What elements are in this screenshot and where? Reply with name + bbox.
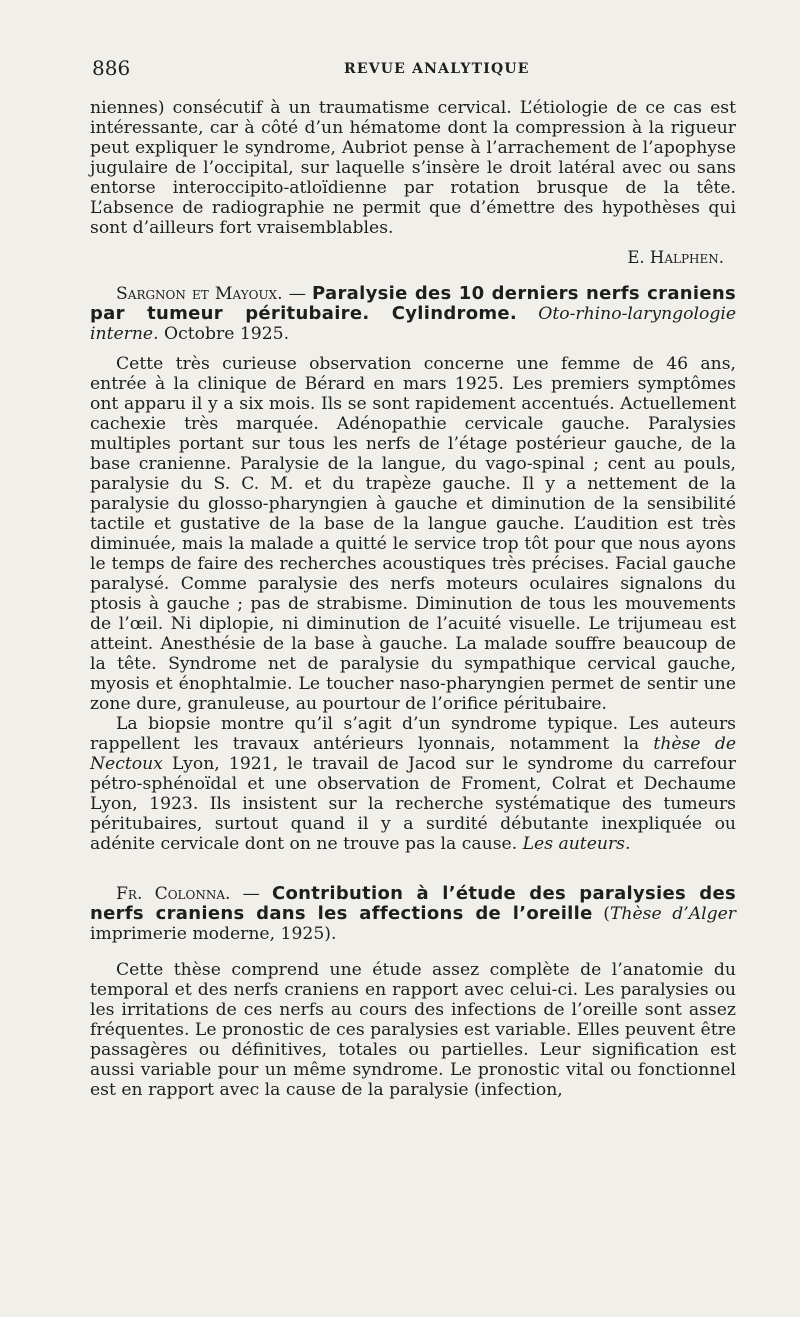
review-3-dash: — (230, 884, 272, 904)
review-2-dash: — (282, 284, 313, 304)
review-1-signature: E. Halphen. (627, 248, 724, 267)
review-3-source-thesis: Thèse d’Alger (609, 904, 736, 924)
review-2-para2-text: La biopsie montre qu’il s’agit d’un syndrome typique. Les auteurs rappellent les travaux antérieurs lyonnais, notamment la (90, 714, 736, 754)
review-3-source-rest: imprimerie moderne, 1925). (90, 924, 337, 944)
page-header (92, 56, 732, 84)
review-2-heading (90, 284, 736, 344)
page-number: 886 (92, 56, 131, 80)
review-2-paragraph-1: Cette très curieuse observation concerne une femme de 46 ans, entrée à la clinique de Bérard en mars 1925. Les premiers symptômes ont apparu il y a six mois. Ils se sont rapidement accentués. Actuellement cachexie très marquée. Adénopathie cervicale gauche. Paralysies multiples portant sur tous les nerfs de l’étage postérieur gauche, de la base cranienne. Paralysie de la langue, du vago-spinal ; cent au pouls, paralysie du S. C. M. et du trapèze gauche. Il y a nettement de la paralysie du glosso-pharyngien à gauche et diminution de la sensibilité tactile et gustative de la base de la langue gauche. L’audition est très diminuée, mais la malade a quitté le service trop tôt pour que nous ayons le temps de faire des recherches acoustiques très précises. Facial gauche paralysé. Comme paralysie des nerfs moteurs oculaires signalons du ptosis à gauche ; pas de strabisme. Diminution de tous les mouvements de l’œil. Ni diplopie, ni diminution de l’acuité visuelle. Le trijumeau est atteint. Anesthésie de la base à gauche. La malade souffre beaucoup de la tête. Syndrome net de paralysie du sympathique cervical gauche, myosis et énophtalmie. Le toucher naso-pharyngien permet de sentir une zone dure, granuleuse, au pourtour de l’orifice péritubaire. (90, 354, 736, 714)
review-2-title: Paralysie des 10 derniers nerfs craniens par tumeur péritubaire. Cylindrome. (90, 283, 736, 324)
review-3-authors: Fr. Colonna. (116, 884, 231, 904)
review-3-title: Contribution à l’étude des paralysies des nerfs craniens dans les affections de l’oreille (90, 883, 736, 924)
review-2-date: Octobre 1925. (164, 324, 290, 344)
review-3-source-open: ( (592, 904, 610, 924)
review-2-para2-text-rest: Lyon, 1921, le travail de Jacod sur le syndrome du carrefour pétro-sphénoïdal et une observation de Froment, Colrat et Dechaume Lyon, 1923. Ils insistent sur la recherche systématique des tumeurs péritubaires, surtout quand il y a surdité débutante inexpliquée ou adénite cervicale dont on ne trouve pas la cause. (90, 754, 736, 854)
page-body (90, 98, 736, 1100)
review-3-heading (90, 884, 736, 944)
review-2-thesis-ref: thèse de Nectoux (90, 734, 736, 774)
review-3-paragraph-1: Cette thèse comprend une étude assez complète de l’anatomie du temporal et des nerfs craniens en rapport avec celui-ci. Les paralysies ou les irritations de ces nerfs au cours des infections de l’oreille sont assez fréquentes. Le pronostic de ces paralysies est variable. Elles peuvent être passagères ou définitives, totales ou partielles. Leur signification est aussi variable pour un même syndrome. Le pronostic vital ou fonctionnel est en rapport avec la cause de la paralysie (infection, (90, 960, 736, 1100)
review-2-signature: Les auteurs. (522, 834, 631, 854)
review-1-body: niennes) consécutif à un traumatisme cervical. L’étiologie de ce cas est intéressante, car à côté d’un hématome dont la compression à la rigueur peut expliquer le syndrome, Aubriot pense à l’arrachement de l’apophyse jugulaire de l’occipital, sur laquelle s’insère le droit latéral avec ou sans entorse interoccipito-atloïdienne par rotation brusque de la tête. L’absence de radiographie ne permit que d’émettre des hypothèses qui sont d’ailleurs fort vraisemblables. (90, 98, 736, 238)
review-2-authors: Sargnon et Mayoux. (116, 284, 283, 304)
running-head: REVUE ANALYTIQUE (344, 61, 530, 77)
review-2-journal: Oto-rhino-laryngologie interne. (90, 304, 736, 344)
review-2-paragraph-2 (90, 714, 736, 854)
